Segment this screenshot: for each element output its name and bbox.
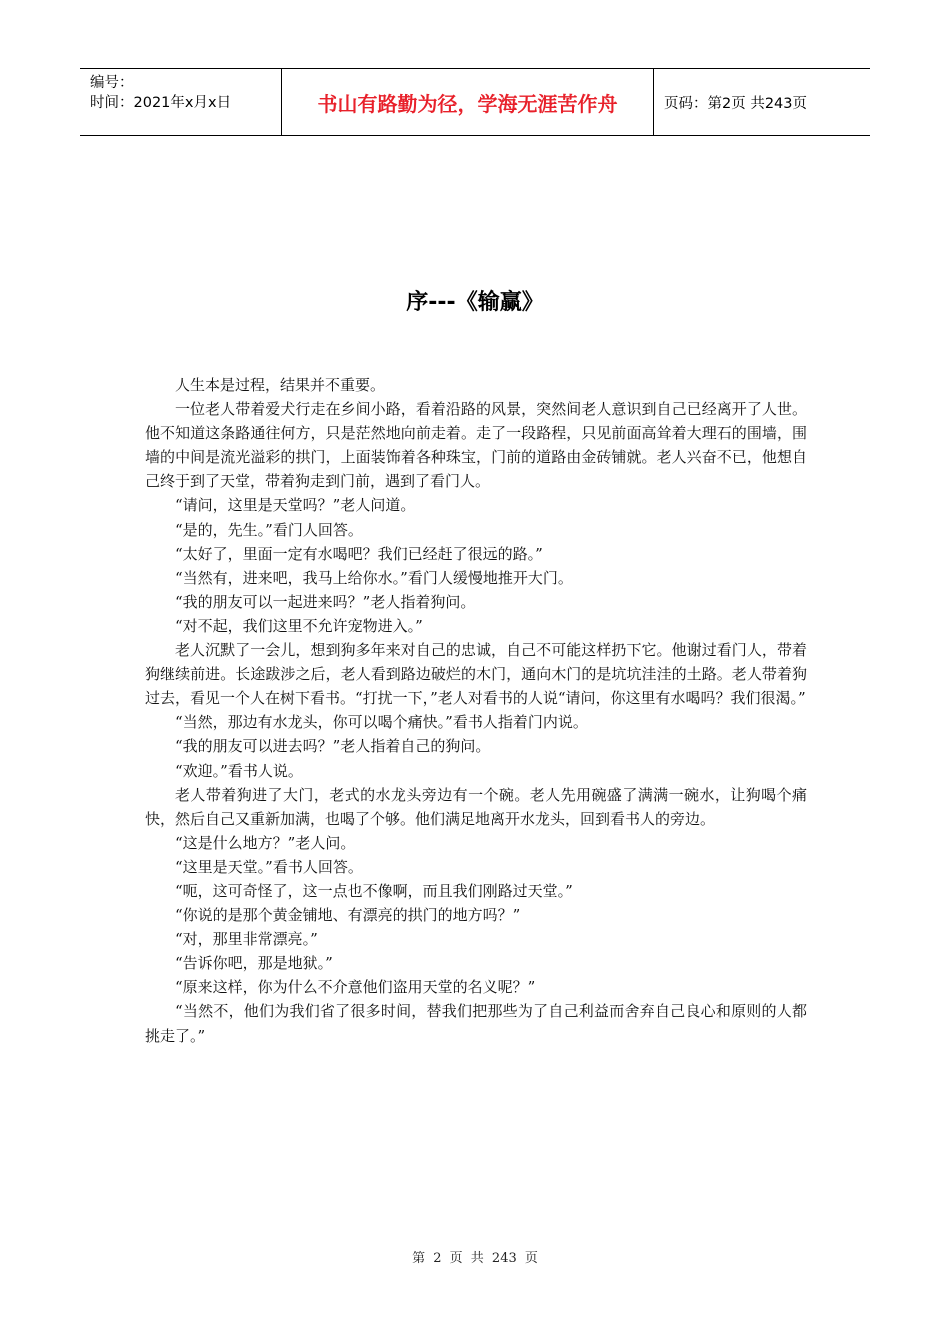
paragraph: “对不起，我们这里不允许宠物进入。” (175, 616, 423, 635)
paragraph: “对，那里非常漂亮。” (175, 930, 318, 949)
document-title: 序---《输赢》 (406, 290, 544, 315)
paragraph: “我的朋友可以一起进来吗？”老人指着狗问。 (175, 592, 476, 611)
header-motto: 书山有路勤为径，学海无涯苦作舟 (282, 69, 654, 135)
code-label: 编号： (90, 75, 134, 91)
paragraph: “告诉你吧，那是地狱。” (175, 954, 333, 973)
paragraph: “呃，这可奇怪了，这一点也不像啊，而且我们刚路过天堂。” (175, 881, 573, 900)
paragraph: “请问，这里是天堂吗？”老人问道。 (175, 496, 416, 515)
page-footer: 第 2 页 共 243 页 (412, 1251, 538, 1266)
paragraph: “我的朋友可以进去吗？”老人指着自己的狗问。 (175, 737, 491, 756)
paragraph: 一位老人带着爱犬行走在乡间小路，看着沿路的风景，突然间老人意识到自己已经离开了人世。他不知道这条路通往何方，只是茫然地向前走着。走了一段路程，只见前面高耸着大理石的围墙，围墙的中间是流光溢彩的拱门，上面装饰着各种珠宝，门前的道路由金砖铺就。老人兴奋不已，他想自己终于到了天堂，带着狗走到门前，遇到了看门人。 (145, 400, 807, 491)
date-line: 时间：2021年x月x日 (90, 95, 232, 111)
paragraph: “当然不，他们为我们省了很多时间，替我们把那些为了自己利益而舍弃自己良心和原则的人都挑走了。” (145, 1002, 807, 1045)
header-page-info: 页码：第2页 共243页 (664, 95, 808, 112)
paragraph: “你说的是那个黄金铺地、有漂亮的拱门的地方吗？” (175, 906, 521, 925)
paragraph: “这里是天堂。”看书人回答。 (175, 857, 363, 876)
paragraph: 老人带着狗进了大门，老式的水龙头旁边有一个碗。老人先用碗盛了满满一碗水，让狗喝个痛快，然后自己又重新加满，也喝了个够。他们满足地离开水龙头，回到看书人的旁边。 (145, 785, 807, 828)
page-header (80, 68, 870, 136)
paragraph: “太好了，里面一定有水喝吧？我们已经赶了很远的路。” (175, 544, 543, 563)
paragraph: 老人沉默了一会儿，想到狗多年来对自己的忠诚，自己不可能这样扔下它。他谢过看门人，带着狗继续前进。长途跋涉之后，老人看到路边破烂的木门，通向木门的是坑坑洼洼的土路。老人带着狗过去，看见一个人在树下看书。“打扰一下，”老人对看书的人说“请问，你这里有水喝吗？我们很渴。” (145, 641, 807, 708)
paragraph: “原来这样，你为什么不介意他们盗用天堂的名义呢？” (175, 978, 536, 997)
paragraph: “欢迎。”看书人说。 (175, 761, 303, 780)
header-meta (80, 69, 282, 135)
paragraph: “是的，先生。”看门人回答。 (175, 520, 363, 539)
paragraph: “当然，那边有水龙头，你可以喝个痛快。”看书人指着门内说。 (175, 713, 588, 732)
paragraph: 人生本是过程，结果并不重要。 (175, 376, 386, 394)
body-text (145, 373, 807, 1048)
paragraph: “这是什么地方？”老人问。 (175, 833, 356, 852)
paragraph: “当然有，进来吧，我马上给你水。”看门人缓慢地推开大门。 (175, 568, 573, 587)
